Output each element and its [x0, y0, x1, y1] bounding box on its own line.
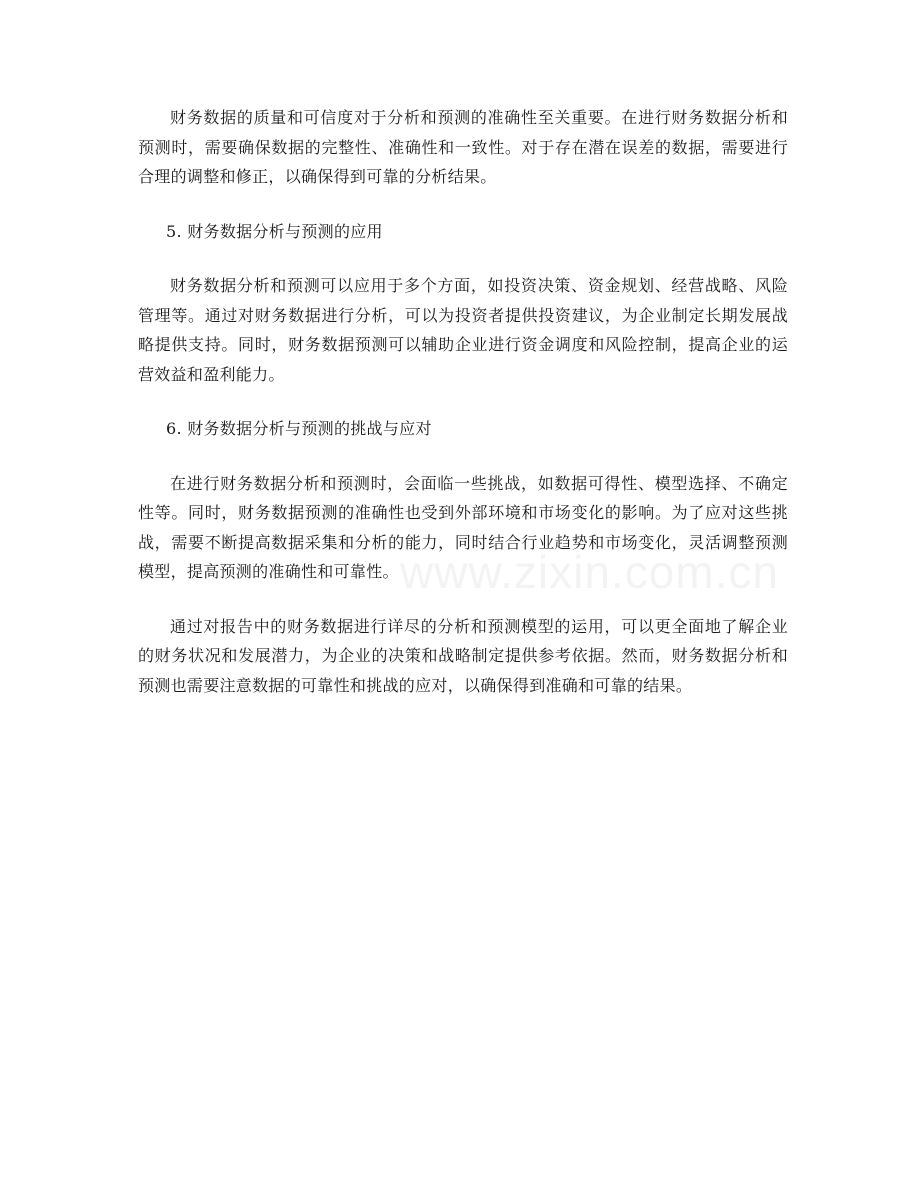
section-heading-5: 5. 财务数据分析与预测的应用: [166, 221, 383, 241]
section-heading-6: 6. 财务数据分析与预测的挑战与应对: [166, 419, 432, 438]
paragraph-applications: 财务数据分析和预测可以应用于多个方面，如投资决策、资金规划、经营战略、风险管理等。通过对财务数据进行分析，可以为投资者提供投资建议，为企业制定长期发展战略提供支持。同时，财务数据预测可以辅助企业进行资金调度和风险控制，提高企业的运营效益和盈利能力。: [138, 276, 788, 384]
document-body: [138, 103, 788, 700]
paragraph-data-quality: 财务数据的质量和可信度对于分析和预测的准确性至关重要。在进行财务数据分析和预测时，需要确保数据的完整性、准确性和一致性。对于存在潜在误差的数据，需要进行合理的调整和修正，以确保得到可靠的分析结果。: [138, 108, 788, 186]
paragraph-challenges: 在进行财务数据分析和预测时，会面临一些挑战，如数据可得性、模型选择、不确定性等。同时，财务数据预测的准确性也受到外部环境和市场变化的影响。为了应对这些挑战，需要不断提高数据采集和分析的能力，同时结合行业趋势和市场变化，灵活调整预测模型，提高预测的准确性和可靠性。: [138, 473, 788, 581]
paragraph-conclusion: 通过对报告中的财务数据进行详尽的分析和预测模型的运用，可以更全面地了解企业的财务状况和发展潜力，为企业的决策和战略制定提供参考依据。然而，财务数据分析和预测也需要注意数据的可靠性和挑战的应对，以确保得到准确和可靠的结果。: [138, 616, 788, 695]
watermark-text: www.zixin.com.cn: [400, 546, 779, 598]
